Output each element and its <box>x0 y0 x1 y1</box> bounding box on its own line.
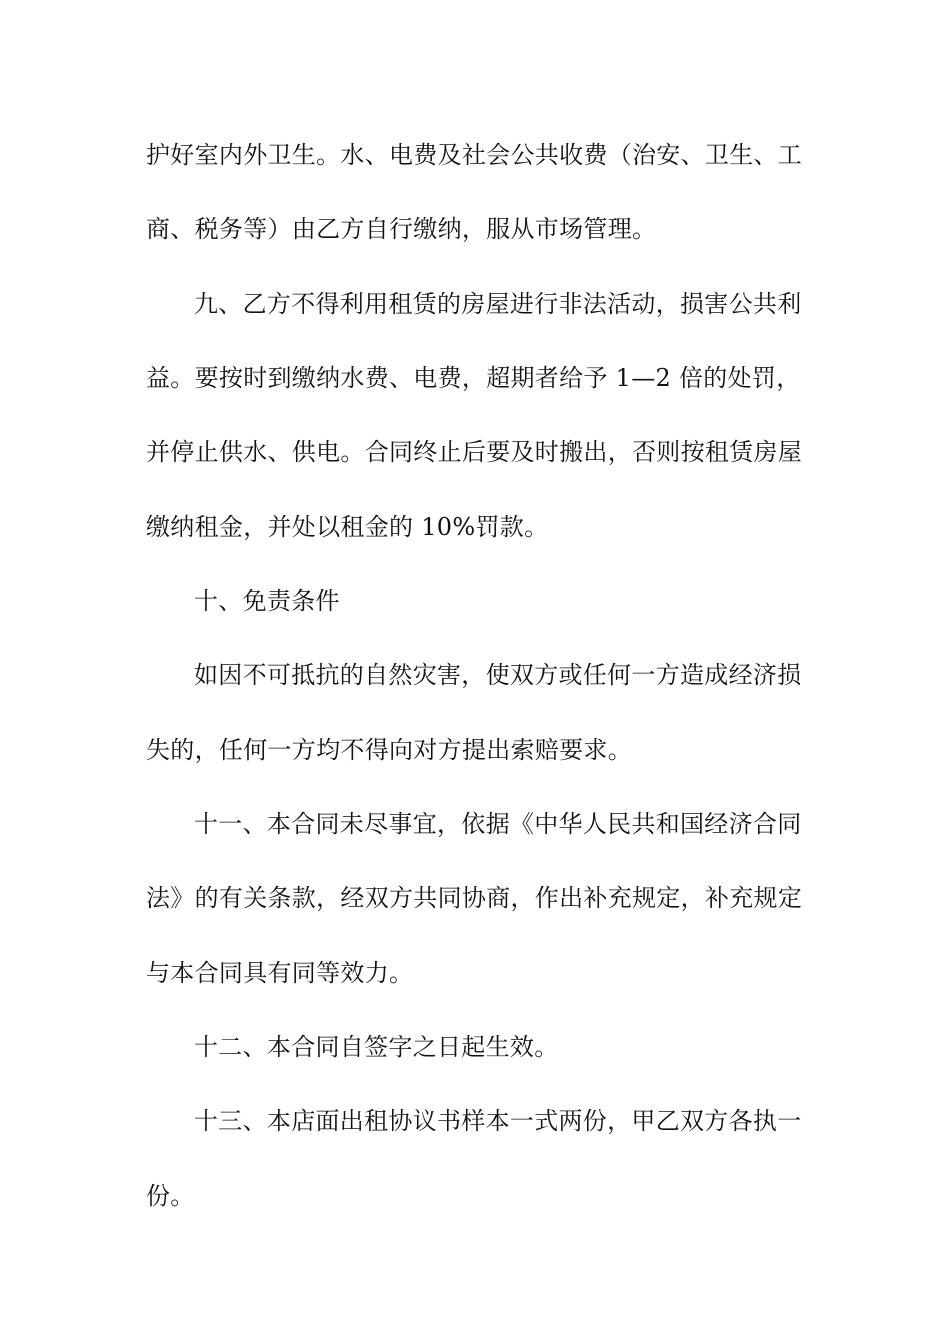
clause-10-heading: 十、免责条件 <box>194 587 340 615</box>
paragraph-line: 失的，任何一方均不得向对方提出索赔要求。 <box>146 736 632 764</box>
clause-11-line: 十一、本合同未尽事宜，依据《中华人民共和国经济合同 <box>194 810 802 838</box>
paragraph-line: 份。 <box>146 1182 195 1210</box>
paragraph-line: 缴纳租金，并处以租金的 10%罚款。 <box>146 513 549 541</box>
paragraph-line: 法》的有关条款，经双方共同协商，作出补充规定，补充规定 <box>146 884 803 912</box>
clause-13-line: 十三、本店面出租协议书样本一式两份，甲乙双方各执一 <box>194 1107 802 1135</box>
paragraph-line: 商、税务等）由乙方自行缴纳，服从市场管理。 <box>146 215 657 243</box>
paragraph-line: 与本合同具有同等效力。 <box>146 959 414 987</box>
paragraph-line: 并停止供水、供电。合同终止后要及时搬出，否则按租赁房屋 <box>146 438 803 466</box>
paragraph-line: 护好室内外卫生。水、电费及社会公共收费（治安、卫生、工 <box>146 141 803 169</box>
paragraph-line: 如因不可抵抗的自然灾害，使双方或任何一方造成经济损 <box>194 661 802 689</box>
clause-9-line: 九、乙方不得利用租赁的房屋进行非法活动，损害公共利 <box>194 290 802 318</box>
paragraph-line: 益。要按时到缴纳水费、电费，超期者给予 1—2 倍的处罚， <box>146 364 801 392</box>
clause-12-line: 十二、本合同自签字之日起生效。 <box>194 1033 559 1061</box>
